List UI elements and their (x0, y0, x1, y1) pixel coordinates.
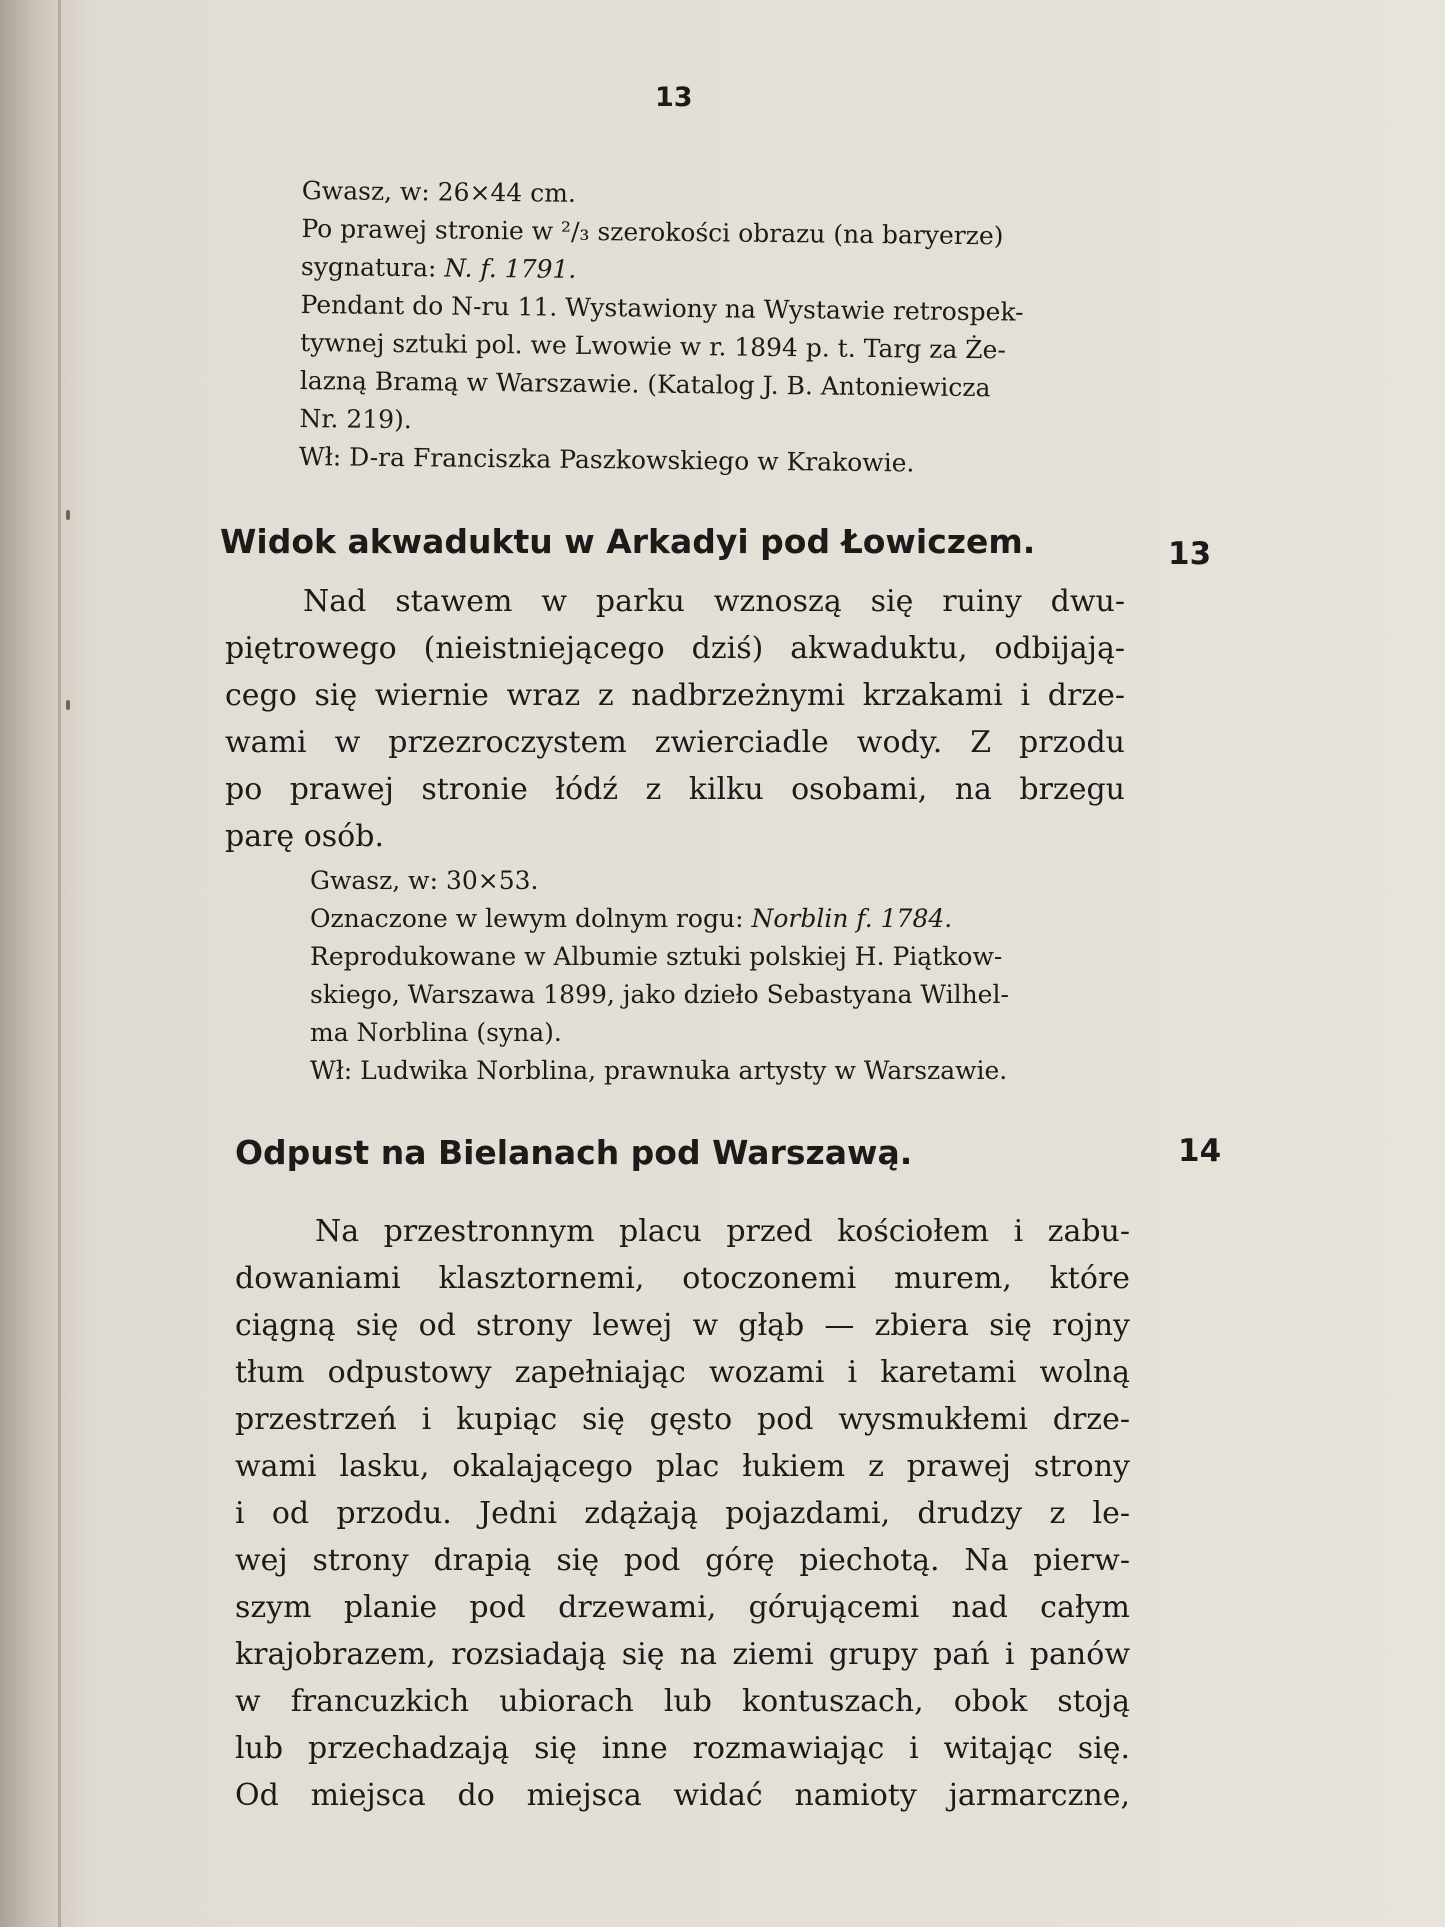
page-gutter (0, 0, 90, 1927)
binding-stitch (66, 700, 70, 710)
meta-line: Reprodukowane w Albumie sztuki polskiej H. Piątkow- (310, 942, 1003, 971)
body-line: dowaniami klasztornemi, otoczonemi murem, które (235, 1261, 1130, 1296)
body-line: i od przodu. Jedni zdążają pojazdami, drudzy z le- (235, 1496, 1130, 1531)
meta-line: Wł: Ludwika Norblina, prawnuka artysty w Warszawie. (310, 1056, 1008, 1085)
body-line: tłum odpustowy zapełniając wozami i karetami wolną (235, 1355, 1130, 1390)
meta-text: sygnatura: (300, 251, 445, 283)
body-line: Nad stawem w parku wznoszą się ruiny dwu- (303, 584, 1125, 619)
body-line: szym planie pod drzewami, górującemi nad całym (235, 1590, 1130, 1625)
entry14-body (235, 1208, 1130, 1819)
body-line: przestrzeń i kupiąc się gęsto pod wysmukłemi drze- (235, 1402, 1130, 1437)
body-line: w francuzkich ubiorach lub kontuszach, obok stoją (235, 1684, 1130, 1719)
body-line: wami w przezroczystem zwierciadle wody. Z przodu (225, 725, 1125, 760)
body-line: krajobrazem, rozsiadają się na ziemi grupy pań i panów (235, 1637, 1130, 1672)
entry13-number: 13 (1168, 536, 1212, 572)
entry14-number: 14 (1178, 1133, 1222, 1169)
entry13-meta (310, 862, 1130, 1090)
meta-line (310, 900, 1130, 938)
body-line: piętrowego (nieistniejącego dziś) akwaduktu, odbijają- (225, 631, 1125, 666)
page-fold (58, 0, 61, 1927)
meta-line: Gwasz, w: 26×44 cm. (301, 175, 577, 208)
meta-line: tywnej sztuki pol. we Lwowie w r. 1894 p. t. Targ za Że- (300, 327, 1007, 365)
meta-line: Pendant do N-ru 11. Wystawiony na Wystawie retrospek- (300, 289, 1024, 327)
page-number: 13 (655, 82, 693, 113)
signature-text: N. f. 1791. (444, 253, 577, 284)
body-line: cego się wiernie wraz z nadbrzeżnymi krzakami i drze- (225, 678, 1125, 713)
body-line: wami lasku, okalającego plac łukiem z prawej strony (235, 1449, 1130, 1484)
body-line: lub przechadzają się inne rozmawiając i witając się. (235, 1731, 1130, 1766)
body-line: ciągną się od strony lewej w głąb — zbiera się rojny (235, 1308, 1130, 1343)
meta-line: Nr. 219). (299, 403, 412, 435)
body-line: wej strony drapią się pod górę piechotą. Na pierw- (235, 1543, 1130, 1578)
entry13-body (225, 578, 1125, 860)
body-line: po prawej stronie łódź z kilku osobami, na brzegu (225, 772, 1125, 807)
meta-line: Gwasz, w: 30×53. (310, 866, 539, 895)
entry13-title: Widok akwaduktu w Arkadyi pod Łowiczem. (220, 522, 1036, 561)
meta-line: skiego, Warszawa 1899, jako dzieło Sebastyana Wilhel- (310, 980, 1009, 1009)
binding-stitch (66, 510, 70, 520)
body-line: Na przestronnym placu przed kościołem i zabu- (315, 1214, 1130, 1249)
body-line: Od miejsca do miejsca widać namioty jarmarczne, (235, 1778, 1130, 1813)
entry12-meta (299, 172, 1132, 485)
signature-text: Norblin f. 1784. (751, 904, 953, 933)
meta-line: ma Norblina (syna). (310, 1018, 562, 1047)
entry14-title: Odpust na Bielanach pod Warszawą. (235, 1133, 913, 1172)
body-line: parę osób. (225, 819, 384, 854)
meta-line: lazną Bramą w Warszawie. (Katalog J. B. Antoniewicza (299, 365, 991, 403)
meta-line: Po prawej stronie w ²/₃ szerokości obrazu (na baryerze) (301, 213, 1004, 251)
meta-line: Wł: D-ra Franciszka Paszkowskiego w Krakowie. (298, 441, 915, 478)
meta-text: Oznaczone w lewym dolnym rogu: (310, 904, 752, 933)
